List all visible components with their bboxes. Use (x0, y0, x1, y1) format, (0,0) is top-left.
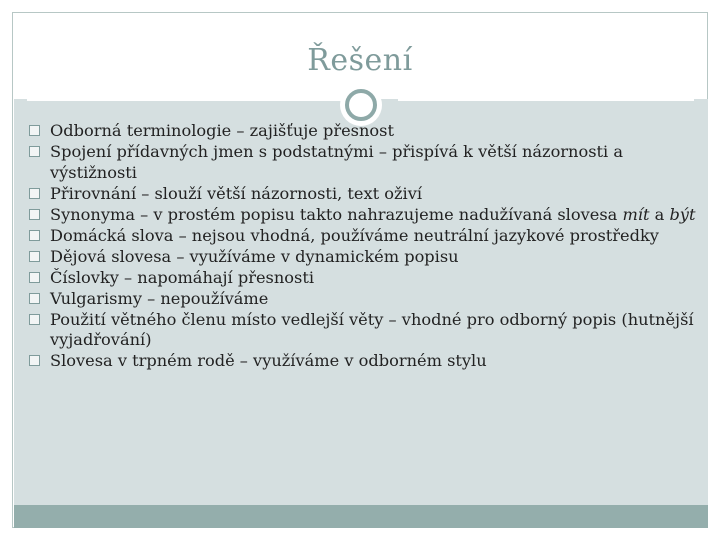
list-item-text: a (649, 204, 670, 224)
list-item-text: Spojení přídavných jmen s podstatnými – přispívá k větší názornosti a výstižnosti (50, 142, 624, 182)
list-item (29, 226, 699, 247)
list-item (29, 205, 699, 226)
list-item (29, 310, 699, 351)
square-bullet-icon (29, 209, 40, 220)
list-item-text: Vulgarismy – nepoužíváme (50, 288, 269, 308)
divider-line-left (27, 99, 343, 101)
list-item-text: Synonyma – v prostém popisu takto nahrazujeme nadužívaná slovesa (50, 204, 623, 224)
square-bullet-icon (29, 251, 40, 262)
list-item (29, 142, 699, 183)
slide-title: Řešení (307, 43, 413, 78)
list-item-text: Použití větného členu místo vedlejší věty – vhodné pro odborný popis (hutnější vyjadřování) (50, 309, 694, 349)
list-item-text: Dějová slovesa – využíváme v dynamickém popisu (50, 246, 459, 266)
square-bullet-icon (29, 293, 40, 304)
square-bullet-icon (29, 272, 40, 283)
bottom-accent-bar (14, 505, 708, 528)
list-item (29, 247, 699, 268)
bullet-list (29, 121, 699, 372)
square-bullet-icon (29, 314, 40, 325)
square-bullet-icon (29, 125, 40, 136)
list-item-text: Číslovky – napomáhají přesnosti (50, 267, 315, 287)
divider-line-right (398, 99, 694, 101)
list-item (29, 121, 699, 142)
circle-ornament-icon (345, 89, 377, 121)
slide-frame (12, 12, 708, 528)
list-item-text: Odborná terminologie – zajišťuje přesnost (50, 121, 394, 140)
list-item (29, 268, 699, 289)
list-item-text: Domácká slova – nejsou vhodná, používáme neutrální jazykové prostředky (50, 225, 659, 245)
list-item (29, 184, 699, 205)
list-item-emphasis: mít (622, 204, 650, 224)
list-item (29, 351, 699, 372)
square-bullet-icon (29, 188, 40, 199)
list-item-emphasis: být (669, 204, 696, 224)
list-item (29, 289, 699, 310)
list-item-text: Slovesa v trpném rodě – využíváme v odborném stylu (50, 351, 487, 370)
square-bullet-icon (29, 146, 40, 157)
square-bullet-icon (29, 230, 40, 241)
list-item-text: Přirovnání – slouží větší názornosti, text oživí (50, 183, 423, 203)
square-bullet-icon (29, 355, 40, 366)
